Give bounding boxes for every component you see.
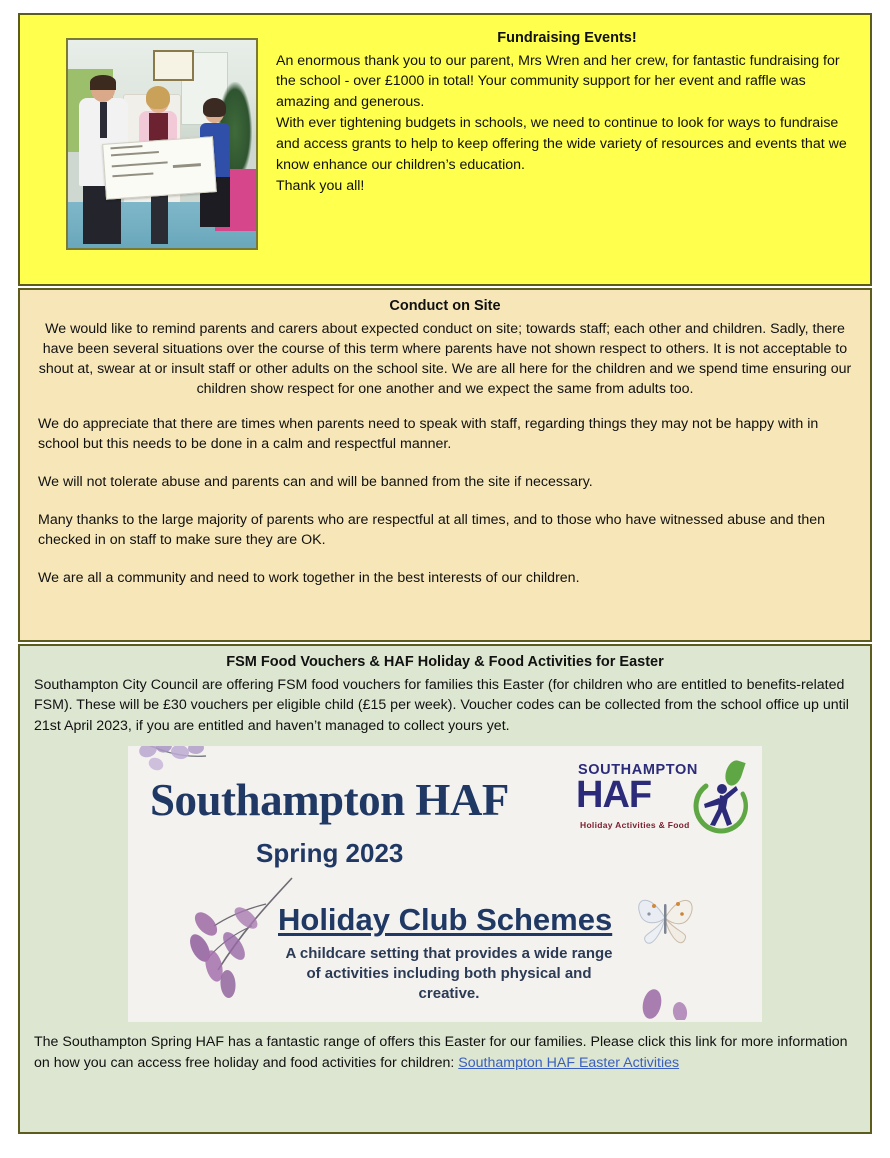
photo-man-tie xyxy=(100,102,107,137)
fundraising-heading: Fundraising Events! xyxy=(497,30,637,46)
cheque-line xyxy=(110,145,143,149)
fundraising-paragraph-3: Thank you all! xyxy=(276,177,365,194)
photo-picture-frame xyxy=(153,50,195,81)
fundraising-photo-wrapper xyxy=(66,38,258,276)
southampton-haf-poster xyxy=(128,746,762,1022)
conduct-lead-paragraph: We would like to remind parents and carers about expected conduct on site; towards staff; each other and children. Sadly, there have been several situations over the course of this term where parents have not shown respect to others. It is not acceptable to shout at, swear at or insult staff or other adults on the school site. We are all here for the children and we spend time ensuring our children show respect for one another and we expect the same from adults too. xyxy=(38,320,852,398)
fsm-closing-paragraph xyxy=(34,1032,856,1073)
fundraising-paragraph-2: With ever tightening budgets in schools, we need to continue to look for ways to fundraise and access grants to help to keep offering the wide variety of resources and events that we know enhance our children’s education. xyxy=(276,115,847,173)
fundraising-text-column xyxy=(276,25,858,276)
photo-man-hair xyxy=(90,75,116,90)
poster-title: Southampton HAF xyxy=(150,775,509,826)
cheque-line xyxy=(111,161,168,167)
photo-girl-hair xyxy=(203,98,226,117)
conduct-paragraph-3: Many thanks to the large majority of parents who are respectful at all times, and to those who have witnessed abuse and then checked in on staff to make sure they are OK. xyxy=(38,511,826,549)
cheque-line xyxy=(112,173,153,178)
conduct-paragraph-2: We will not tolerate abuse and parents can and will be banned from the site if necessary. xyxy=(38,473,593,490)
conduct-section xyxy=(18,288,872,642)
running-figure-icon xyxy=(698,782,738,828)
conduct-heading: Conduct on Site xyxy=(389,298,501,314)
logo-acronym-text: HAF xyxy=(576,774,652,817)
fundraising-section xyxy=(18,13,872,286)
cheque-line xyxy=(110,151,158,156)
poster-section-heading: Holiday Club Schemes xyxy=(278,902,613,938)
fsm-heading: FSM Food Vouchers & HAF Holiday & Food Activities for Easter xyxy=(226,654,664,670)
poster-blurb: A childcare setting that provides a wide range of activities including both physical and creative. xyxy=(285,945,613,1002)
fundraising-paragraph-1: An enormous thank you to our parent, Mrs Wren and her crew, for fantastic fundraising for the school - over £1000 in total! Your community support for her event and raffle was amazing and generous. xyxy=(276,52,840,111)
conduct-paragraph-4: We are all a community and need to work together in the best interests of our children. xyxy=(38,569,580,586)
photo-giant-cheque xyxy=(102,136,217,200)
fsm-intro-paragraph: Southampton City Council are offering FSM food vouchers for families this Easter (for children who are entitled to benefits-related FSM). These will be £30 vouchers per eligible child (£15 per week). Voucher codes can be collected from the school office up until 21st April 2023, if you are entitled and haven’t managed to collect yours yet. xyxy=(34,676,849,734)
logo-town-text: SOUTHAMPTON xyxy=(578,762,698,779)
cheque-amount-line xyxy=(172,163,200,168)
fsm-haf-section xyxy=(18,644,872,1134)
botanical-buds-icon xyxy=(634,980,704,1020)
haf-easter-activities-link[interactable]: Southampton HAF Easter Activities xyxy=(458,1054,680,1071)
conduct-paragraph-1: We do appreciate that there are times when parents need to speak with staff, regarding things they may not be happy with in school but this needs to be done in a calm and respectful manner. xyxy=(38,415,819,453)
cheque-presentation-photo xyxy=(66,38,258,250)
poster-subtitle: Spring 2023 xyxy=(256,838,404,869)
butterfly-icon xyxy=(632,888,698,948)
fsm-closing-text: The Southampton Spring HAF has a fantastic range of offers this Easter for our families. Please click this link for more information on how you can access free holiday and food activities for children: xyxy=(34,1034,848,1071)
logo-strapline-text: Holiday Activities & Food xyxy=(580,820,690,831)
photo-woman-hair xyxy=(146,86,170,109)
southampton-haf-logo xyxy=(576,760,748,844)
